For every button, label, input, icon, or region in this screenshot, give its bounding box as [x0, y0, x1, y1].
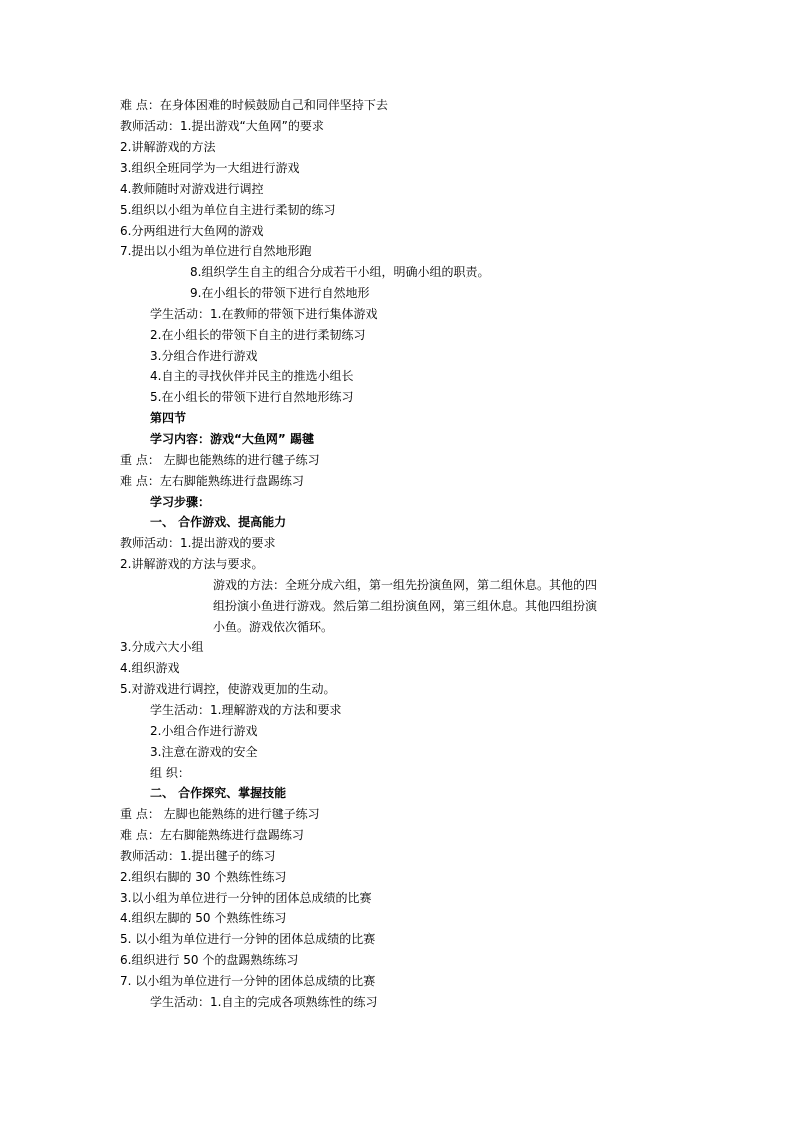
text-line: 4.组织游戏 [120, 661, 180, 675]
text-line: 教师活动：1.提出游戏“大鱼网”的要求 [120, 119, 324, 133]
section-subheading: 学习步骤： [150, 495, 211, 509]
text-line: 4.组织左脚的 50 个熟练性练习 [120, 911, 287, 925]
text-line: 4.教师随时对游戏进行调控 [120, 182, 264, 196]
text-line: 5.组织以小组为单位自主进行柔韧的练习 [120, 203, 336, 217]
text-line: 6.分两组进行大鱼网的游戏 [120, 224, 264, 238]
text-line: 7. 以小组为单位进行一分钟的团体总成绩的比赛 [120, 974, 376, 988]
text-line: 2.讲解游戏的方法 [120, 140, 216, 154]
section-subheading: 学习内容：游戏“大鱼网” 踢毽 [150, 432, 314, 446]
text-line: 7.提出以小组为单位进行自然地形跑 [120, 244, 312, 258]
text-line: 3.注意在游戏的安全 [150, 745, 258, 759]
text-line: 组扮演小鱼进行游戏。然后第二组扮演鱼网，第三组休息。其他四组扮演 [213, 599, 598, 613]
text-line: 重 点： 左脚也能熟练的进行毽子练习 [120, 453, 320, 467]
text-line: 5.对游戏进行调控，使游戏更加的生动。 [120, 682, 336, 696]
text-line: 3.组织全班同学为一大组进行游戏 [120, 161, 300, 175]
text-line: 3.以小组为单位进行一分钟的团体总成绩的比赛 [120, 891, 372, 905]
text-line: 学生活动：1.理解游戏的方法和要求 [150, 703, 342, 717]
text-line: 3.分成六大小组 [120, 640, 204, 654]
text-line: 4.自主的寻找伙伴并民主的推选小组长 [150, 369, 354, 383]
section-subheading: 一、 合作游戏、提高能力 [150, 515, 287, 529]
text-line: 组 织： [150, 766, 190, 780]
text-line: 5.在小组长的带领下进行自然地形练习 [150, 390, 354, 404]
text-line: 2.讲解游戏的方法与要求。 [120, 557, 264, 571]
text-line: 学生活动：1.自主的完成各项熟练性的练习 [150, 995, 378, 1009]
text-line: 难 点：在身体困难的时候鼓励自己和同伴坚持下去 [120, 98, 388, 112]
text-line: 2.小组合作进行游戏 [150, 724, 258, 738]
text-line: 教师活动：1.提出游戏的要求 [120, 536, 276, 550]
section-heading: 第四节 [150, 411, 187, 425]
text-line: 难 点：左右脚能熟练进行盘踢练习 [120, 474, 304, 488]
text-line: 游戏的方法：全班分成六组，第一组先扮演鱼网，第二组休息。其他的四 [213, 578, 598, 592]
text-line: 2.组织右脚的 30 个熟练性练习 [120, 870, 287, 884]
text-line: 6.组织进行 50 个的盘踢熟练练习 [120, 953, 299, 967]
text-line: 难 点：左右脚能熟练进行盘踢练习 [120, 828, 304, 842]
section-subheading: 二、 合作探究、掌握技能 [150, 786, 287, 800]
text-line: 小鱼。游戏依次循环。 [213, 620, 334, 634]
text-line: 8.组织学生自主的组合分成若干小组，明确小组的职责。 [190, 265, 490, 279]
text-line: 2.在小组长的带领下自主的进行柔韧练习 [150, 328, 366, 342]
text-line: 3.分组合作进行游戏 [150, 349, 258, 363]
text-line: 教师活动：1.提出毽子的练习 [120, 849, 276, 863]
text-line: 重 点： 左脚也能熟练的进行毽子练习 [120, 807, 320, 821]
text-line: 9.在小组长的带领下进行自然地形 [190, 286, 370, 300]
text-line: 学生活动：1.在教师的带领下进行集体游戏 [150, 307, 378, 321]
text-line: 5. 以小组为单位进行一分钟的团体总成绩的比赛 [120, 932, 376, 946]
